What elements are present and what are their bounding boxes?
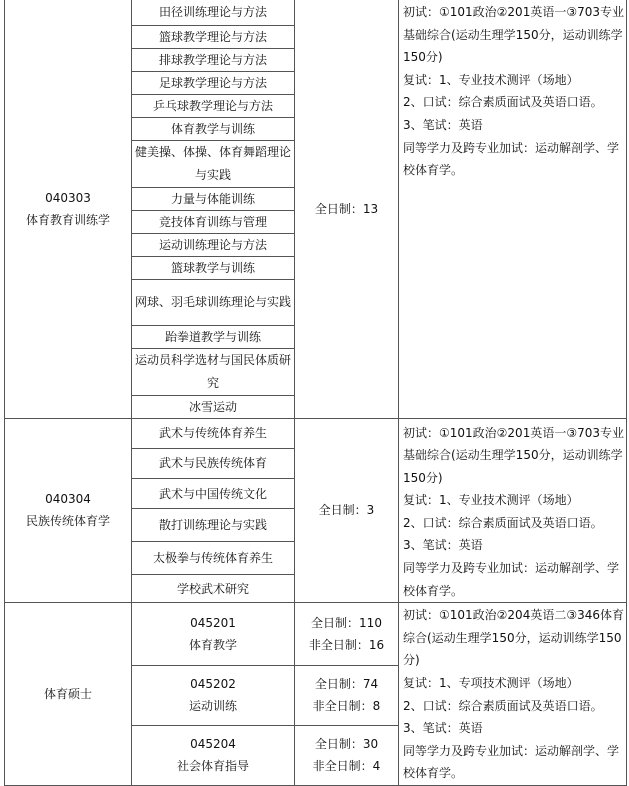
direction-cell: 足球教学理论与方法 [132,71,295,94]
direction-cell: 冰雪运动 [132,395,295,418]
direction-cell: 武术与传统体育养生 [132,418,295,448]
direction-cell: 网球、羽毛球训练理论与实践 [132,279,295,325]
subprogram-cell [132,725,295,785]
requirement-line: 同等学力及跨专业加试：运动解剖学、学校体育学。 [403,140,620,178]
direction-cell: 武术与民族传统体育 [132,448,295,478]
requirement-line: 3、笔试：英语 [403,538,483,553]
subprogram-cell [132,603,295,665]
requirements-cell [399,0,627,418]
quota-cell [295,725,399,785]
direction-cell: 乒乓球教学理论与方法 [132,94,295,117]
direction-cell: 健美操、体操、体育舞蹈理论与实践 [132,140,295,187]
requirement-line: 2、口试：综合素质面试及英语口语。 [403,95,603,110]
direction-cell: 学校武术研究 [132,574,295,602]
admissions-table [4,0,627,786]
requirement-line: 3、笔试：英语 [403,721,483,736]
subprogram-name: 社会体育指导 [176,759,249,774]
direction-cell: 篮球教学理论与方法 [132,25,295,48]
direction-cell: 排球教学理论与方法 [132,48,295,71]
requirement-line: 初试：①101政治②204英语二③346体育综合(运动生理学150分，运动训练学150分) [403,608,624,668]
part-time-quota: 非全日制：16 [308,637,385,652]
direction-cell: 篮球教学与训练 [132,256,295,279]
direction-cell: 体育教学与训练 [132,117,295,140]
program-name: 民族传统体育学 [25,514,110,529]
direction-cell: 散打训练理论与实践 [132,509,295,541]
requirement-line: 初试：①101政治②201英语一③703专业基础综合(运动生理学150分，运动训练学150分) [403,425,624,485]
subprogram-code: 045201 [190,615,236,630]
quota-cell: 全日制：13 [295,0,399,418]
requirement-line: 复试：1、专业技术测评（场地） [403,493,579,508]
program-name: 体育教育训练学 [25,212,110,227]
direction-cell: 运动训练理论与方法 [132,233,295,256]
part-time-quota: 非全日制：8 [312,699,381,714]
direction-cell: 运动员科学选材与国民体质研究 [132,348,295,395]
subprogram-code: 045204 [190,737,236,752]
requirement-line: 复试：1、专项技术测评（场地） [403,676,579,691]
requirement-line: 复试：1、专业技术测评（场地） [403,72,579,87]
program-code: 040304 [45,492,91,507]
program-code: 040303 [45,190,91,205]
direction-cell: 太极拳与传统体育养生 [132,541,295,574]
quota-cell [295,665,399,725]
quota-cell: 全日制：3 [295,418,399,603]
requirement-line: 3、笔试：英语 [403,117,483,132]
part-time-quota: 非全日制：4 [312,759,381,774]
requirement-line: 同等学力及跨专业加试：运动解剖学、学校体育学。 [403,743,620,781]
requirements-cell [399,418,627,603]
requirements-cell [399,603,627,786]
direction-cell: 田径训练理论与方法 [132,0,295,25]
direction-cell: 竞技体育训练与管理 [132,210,295,233]
quota-cell [295,603,399,665]
program-cell [5,0,132,418]
direction-cell: 力量与体能训练 [132,187,295,210]
full-time-quota: 全日制：30 [314,737,379,752]
subprogram-cell [132,665,295,725]
direction-cell: 跆拳道教学与训练 [132,325,295,348]
subprogram-name: 体育教学 [188,637,237,652]
subprogram-code: 045202 [190,677,236,692]
program-cell [5,418,132,603]
full-time-quota: 全日制：110 [311,615,382,630]
requirement-line: 同等学力及跨专业加试：运动解剖学、学校体育学。 [403,561,620,598]
subprogram-name: 运动训练 [188,699,237,714]
requirement-line: 初试：①101政治②201英语一③703专业基础综合(运动生理学150分，运动训练学150分) [403,5,624,65]
full-time-quota: 全日制：74 [314,677,379,692]
requirement-line: 2、口试：综合素质面试及英语口语。 [403,698,603,713]
program-name: 体育硕士 [5,603,132,786]
requirement-line: 2、口试：综合素质面试及英语口语。 [403,515,603,530]
direction-cell: 武术与中国传统文化 [132,479,295,509]
